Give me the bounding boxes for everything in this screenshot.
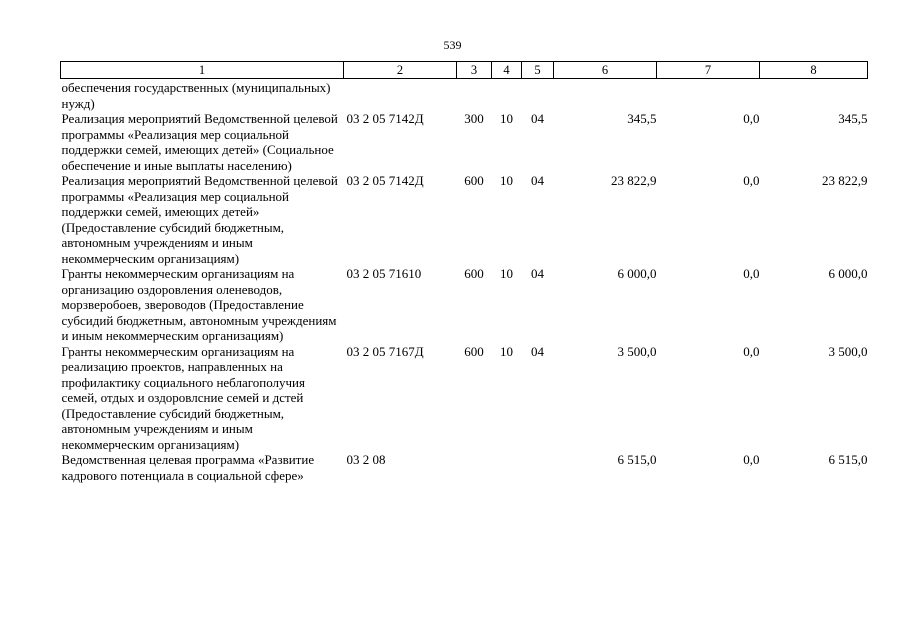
table-header-row [61, 62, 868, 79]
table-row [61, 344, 868, 453]
page-number: 539 [443, 38, 462, 52]
row-code: 03 2 08 [346, 452, 386, 467]
row-code: 03 2 05 7167Д [346, 343, 424, 359]
row-code [344, 79, 457, 112]
row-vr [457, 79, 492, 112]
row-vr: 600 [464, 266, 484, 281]
table-row [61, 111, 868, 173]
row-value-6: 23 822,9 [611, 173, 657, 188]
column-header-4: 4 [492, 62, 522, 79]
row-value-8 [760, 79, 868, 112]
row-value-7: 0,0 [743, 343, 760, 359]
column-header-1: 1 [61, 62, 344, 79]
row-pr: 04 [531, 343, 544, 359]
column-header-2: 2 [344, 62, 457, 79]
table-row [61, 266, 868, 344]
row-pr: 04 [531, 111, 544, 126]
table-row [61, 79, 868, 112]
row-name: Реализация мероприятий Ведомственной целевой программы «Реализация мер социальной поддержки семей, имеющих детей» (Предоставление субсидий бюджетным, автономным учреждениям и иным некоммерческим организациям) [61, 173, 338, 266]
row-rz: 10 [500, 266, 513, 281]
row-pr: 04 [531, 173, 544, 188]
row-value-7: 0,0 [743, 452, 760, 467]
budget-table [60, 61, 868, 483]
row-value-6: 6 515,0 [617, 452, 657, 467]
row-value-7: 0,0 [743, 266, 760, 281]
row-name: Гранты некоммерческим организациям на организацию оздоровления оленеводов, морзверобоев, звероводов (Предоставление субсидий бюджетным, автономным учреждениям и иным некоммерческим организациям) [61, 266, 337, 343]
row-value-8: 6 515,0 [828, 452, 868, 467]
row-pr [522, 452, 554, 483]
column-header-5: 5 [522, 62, 554, 79]
row-value-7: 0,0 [743, 111, 760, 126]
column-header-3: 3 [457, 62, 492, 79]
row-rz: 10 [500, 173, 513, 188]
row-value-6: 345,5 [627, 111, 657, 126]
row-name: Ведомственная целевая программа «Развитие кадрового потенциала в социальной сфере» [61, 452, 315, 483]
row-value-8: 6 000,0 [828, 266, 868, 281]
row-value-8: 345,5 [838, 111, 868, 126]
row-value-7 [657, 79, 760, 112]
row-code: 03 2 05 7142Д [346, 111, 424, 126]
row-name: Гранты некоммерческим организациям на реализацию проектов, направленных на профилактику социального неблагополучия семей, отдых и оздоровлсние семей и дстей (Предоставление субсидий бюджетным, автономным учреждениям и иным некоммерческим организациям) [61, 343, 305, 452]
row-pr: 04 [531, 266, 544, 281]
row-value-6: 3 500,0 [617, 343, 657, 359]
row-value-7: 0,0 [743, 173, 760, 188]
row-vr: 300 [464, 111, 484, 126]
column-header-8: 8 [760, 62, 868, 79]
row-vr: 600 [464, 173, 484, 188]
row-value-6: 6 000,0 [617, 266, 657, 281]
row-code: 03 2 05 71610 [346, 266, 422, 281]
row-code: 03 2 05 7142Д [346, 173, 424, 188]
row-pr [522, 79, 554, 112]
column-header-6: 6 [554, 62, 657, 79]
row-rz: 10 [500, 343, 513, 359]
row-name: обеспечения государственных (муниципальных) нужд) [61, 80, 331, 111]
row-value-8: 23 822,9 [822, 173, 868, 188]
row-value-8: 3 500,0 [828, 343, 868, 359]
row-vr: 600 [464, 343, 484, 359]
row-rz [492, 79, 522, 112]
row-rz [492, 452, 522, 483]
row-value-6 [554, 79, 657, 112]
row-vr [457, 452, 492, 483]
table-row [61, 452, 868, 483]
column-header-7: 7 [657, 62, 760, 79]
row-rz: 10 [500, 111, 513, 126]
table-row [61, 173, 868, 266]
row-name: Реализация мероприятий Ведомственной целевой программы «Реализация мер социальной поддержки семей, имеющих детей» (Социальное обеспечение и иные выплаты населению) [61, 111, 338, 173]
